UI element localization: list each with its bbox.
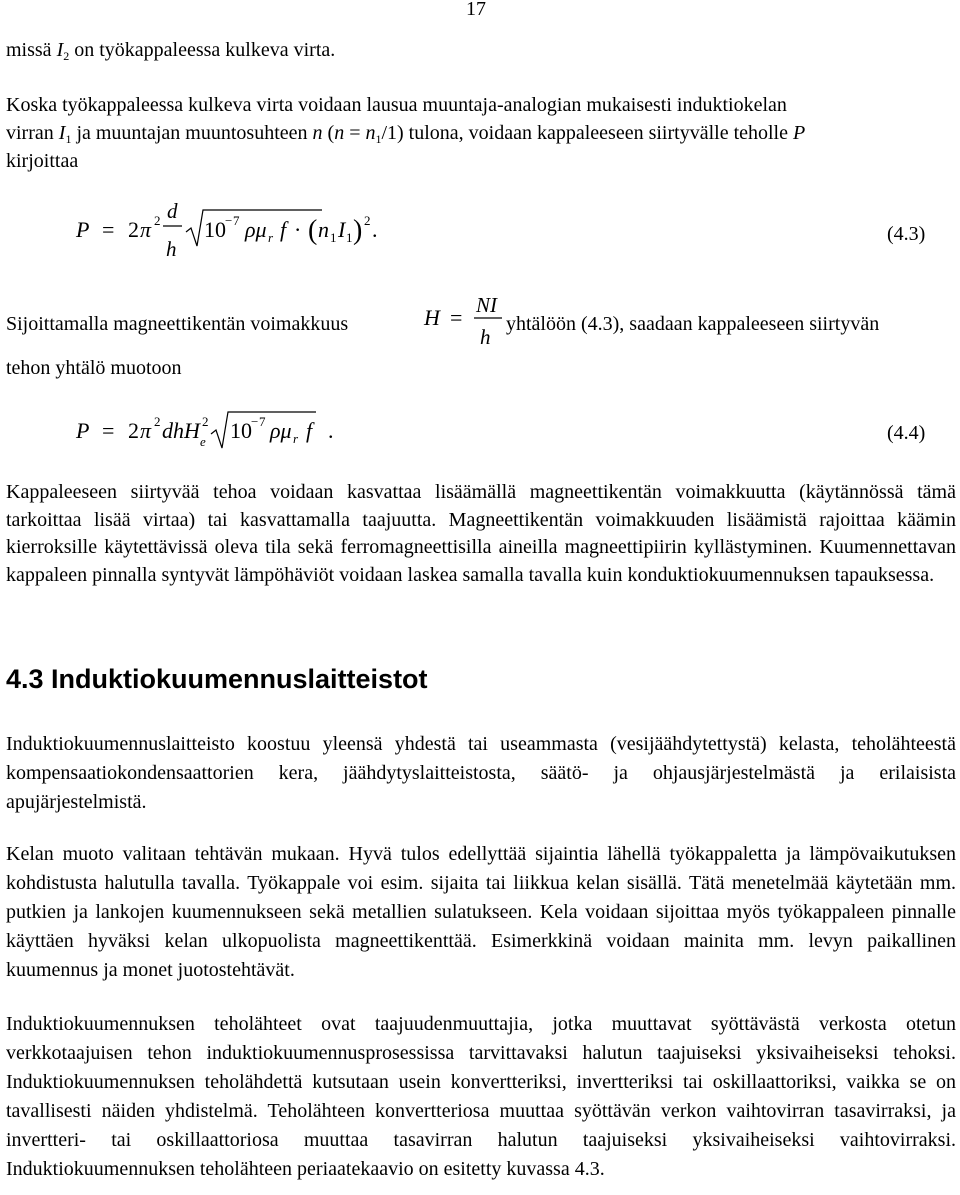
para1-line3: kirjoittaa bbox=[6, 150, 79, 172]
svg-text:.: . bbox=[372, 217, 378, 242]
intro-line: missä $I_2$ on työkappaleessa kulkeva virta. bbox=[6, 39, 336, 63]
svg-text:2: 2 bbox=[202, 414, 209, 429]
svg-text:−: − bbox=[251, 414, 259, 429]
paragraph-kappaleeseen: Kappaleeseen siirtyvää tehoa voidaan kasvattaa lisäämällä magneettikentän voimakkuutta (käytännössä tämä tarkoittaa lisää virtaa) tai kasvattamalla taajuutta. Magneettikentän voimakkuuden lisäämistä rajoittaa käämin kierroksille käytettävissä oleva tila sekä ferromagneettisilla aineilla magneettipiirin kyllästyminen. Kuumennettavan kappaleen pinnalla syntyvät lämpöhäviöt voidaan laskea samalla tavalla kuin konduktiokuumennuksen tapauksessa. bbox=[6, 481, 956, 586]
svg-text:r: r bbox=[268, 230, 274, 245]
svg-text:2: 2 bbox=[364, 213, 371, 228]
svg-text:·: · bbox=[294, 217, 302, 242]
svg-text:h: h bbox=[480, 325, 491, 349]
paragraph-teholahteet: Induktiokuumennuksen teholähteet ovat taajuudenmuuttajia, jotka muuttavat syöttävästä verkosta otetun verkkotaajuisen tehon induktiokuumennusprosessissa tarvittavaksi halutun taajuiseksi yksivaiheiseksi tehoksi. Induktiokuumennuksen teholähdettä kutsutaan usein konvertteriksi, invertteriksi tai oskillaattoriksi, vaikka se on tavallisesti näiden yhdistelmä. Teholähteen konvertteriosa muuttaa syöttävän verkon vaihtovirran tasavirraksi, ja invertteri- tai oskillaattoriosa muuttaa tasavirran halutun taajuiseksi yksivaiheiseksi vaihtovirraksi. Induktiokuumennuksen teholähteen periaatekaavio on esitetty kuvassa 4.3. bbox=[6, 1013, 956, 1180]
svg-text:−: − bbox=[225, 213, 233, 228]
svg-text:f: f bbox=[306, 418, 313, 443]
svg-text:ρμ: ρμ bbox=[245, 217, 267, 242]
svg-text:2: 2 bbox=[154, 414, 161, 429]
svg-text:H: H bbox=[424, 305, 440, 330]
paragraph-laitteisto: Induktiokuumennuslaitteisto koostuu yleensä yhdestä tai useammasta (vesijäähdytettystä) kelasta, teholähteestä kompensaatiokondensaattorien kera, jäähdytyslaitteistosta, säätö- ja ohjausjärjestelmästä ja erilaisista apujärjestelmistä. bbox=[6, 733, 956, 813]
svg-text:NI: NI bbox=[476, 293, 497, 317]
svg-text:1: 1 bbox=[330, 230, 337, 245]
svg-text:π: π bbox=[140, 418, 152, 443]
svg-text:): ) bbox=[353, 215, 363, 246]
svg-text:1: 1 bbox=[346, 230, 353, 245]
svg-text:P: P bbox=[76, 217, 90, 242]
equation-number-4-3: (4.3) bbox=[887, 223, 926, 245]
equation-h-field bbox=[420, 290, 510, 352]
svg-text:10: 10 bbox=[230, 418, 252, 443]
svg-text:r: r bbox=[293, 431, 299, 446]
svg-text:n: n bbox=[318, 217, 329, 242]
svg-text:=: = bbox=[102, 418, 115, 443]
svg-text:7: 7 bbox=[259, 414, 266, 429]
svg-text:P: P bbox=[76, 418, 90, 443]
svg-text:=: = bbox=[102, 217, 115, 242]
sijoit-line-c: tehon yhtälö muotoon bbox=[6, 357, 182, 379]
svg-text:(: ( bbox=[308, 215, 318, 246]
svg-text:ρμ: ρμ bbox=[270, 418, 292, 443]
para1-line1: Koska työkappaleessa kulkeva virta voidaan lausua muuntaja-analogian mukaisesti induktiokelan bbox=[6, 94, 787, 116]
svg-text:2: 2 bbox=[128, 217, 139, 242]
equation-number-4-4: (4.4) bbox=[887, 422, 926, 444]
page-number: 17 bbox=[466, 0, 486, 20]
section-heading: 4.3 Induktiokuumennuslaitteistot bbox=[6, 664, 428, 694]
svg-text:f: f bbox=[280, 217, 287, 242]
paragraph-kelan-muoto: Kelan muoto valitaan tehtävän mukaan. Hyvä tulos edellyttää sijaintia lähellä työkappaletta ja lämpövaikutuksen kohdistusta halutulla tavalla. Työkappale voi esim. sijaita tai liikkua kelan sisällä. Tätä menetelmää käytetään mm. putkien ja lankojen kuumennukseen sekä metallien sulatukseen. Kela voidaan sijoittaa myös työkappaleen pinnalle käyttäen hyväksi kelan ulkopuolista magneettikenttää. Esimerkkinä voidaan mainita mm. levyn paikallinen kuumennus ja monet juotostehtävät. bbox=[6, 843, 956, 981]
svg-text:dhH: dhH bbox=[162, 418, 200, 443]
equation-4-3 bbox=[70, 196, 430, 266]
svg-text:.: . bbox=[328, 418, 334, 443]
svg-text:7: 7 bbox=[233, 213, 240, 228]
equation-4-4 bbox=[70, 402, 370, 458]
svg-text:2: 2 bbox=[128, 418, 139, 443]
svg-text:e: e bbox=[200, 434, 206, 449]
para1-line2: virran $I_1$ ja muuntajan muuntosuhteen n $(n = n_1/1)$ tulona, voidaan kappaleeseen siirtyvälle teholle P bbox=[6, 122, 806, 146]
svg-text:π: π bbox=[140, 217, 152, 242]
svg-text:=: = bbox=[450, 305, 463, 330]
sijoit-line-b: yhtälöön (4.3), saadaan kappaleeseen siirtyvän bbox=[506, 313, 880, 335]
svg-text:h: h bbox=[166, 237, 177, 261]
svg-text:10: 10 bbox=[204, 217, 226, 242]
svg-text:I: I bbox=[338, 217, 346, 242]
svg-text:2: 2 bbox=[154, 213, 161, 228]
svg-text:d: d bbox=[167, 199, 178, 223]
sijoit-line-a: Sijoittamalla magneettikentän voimakkuus bbox=[6, 313, 349, 335]
